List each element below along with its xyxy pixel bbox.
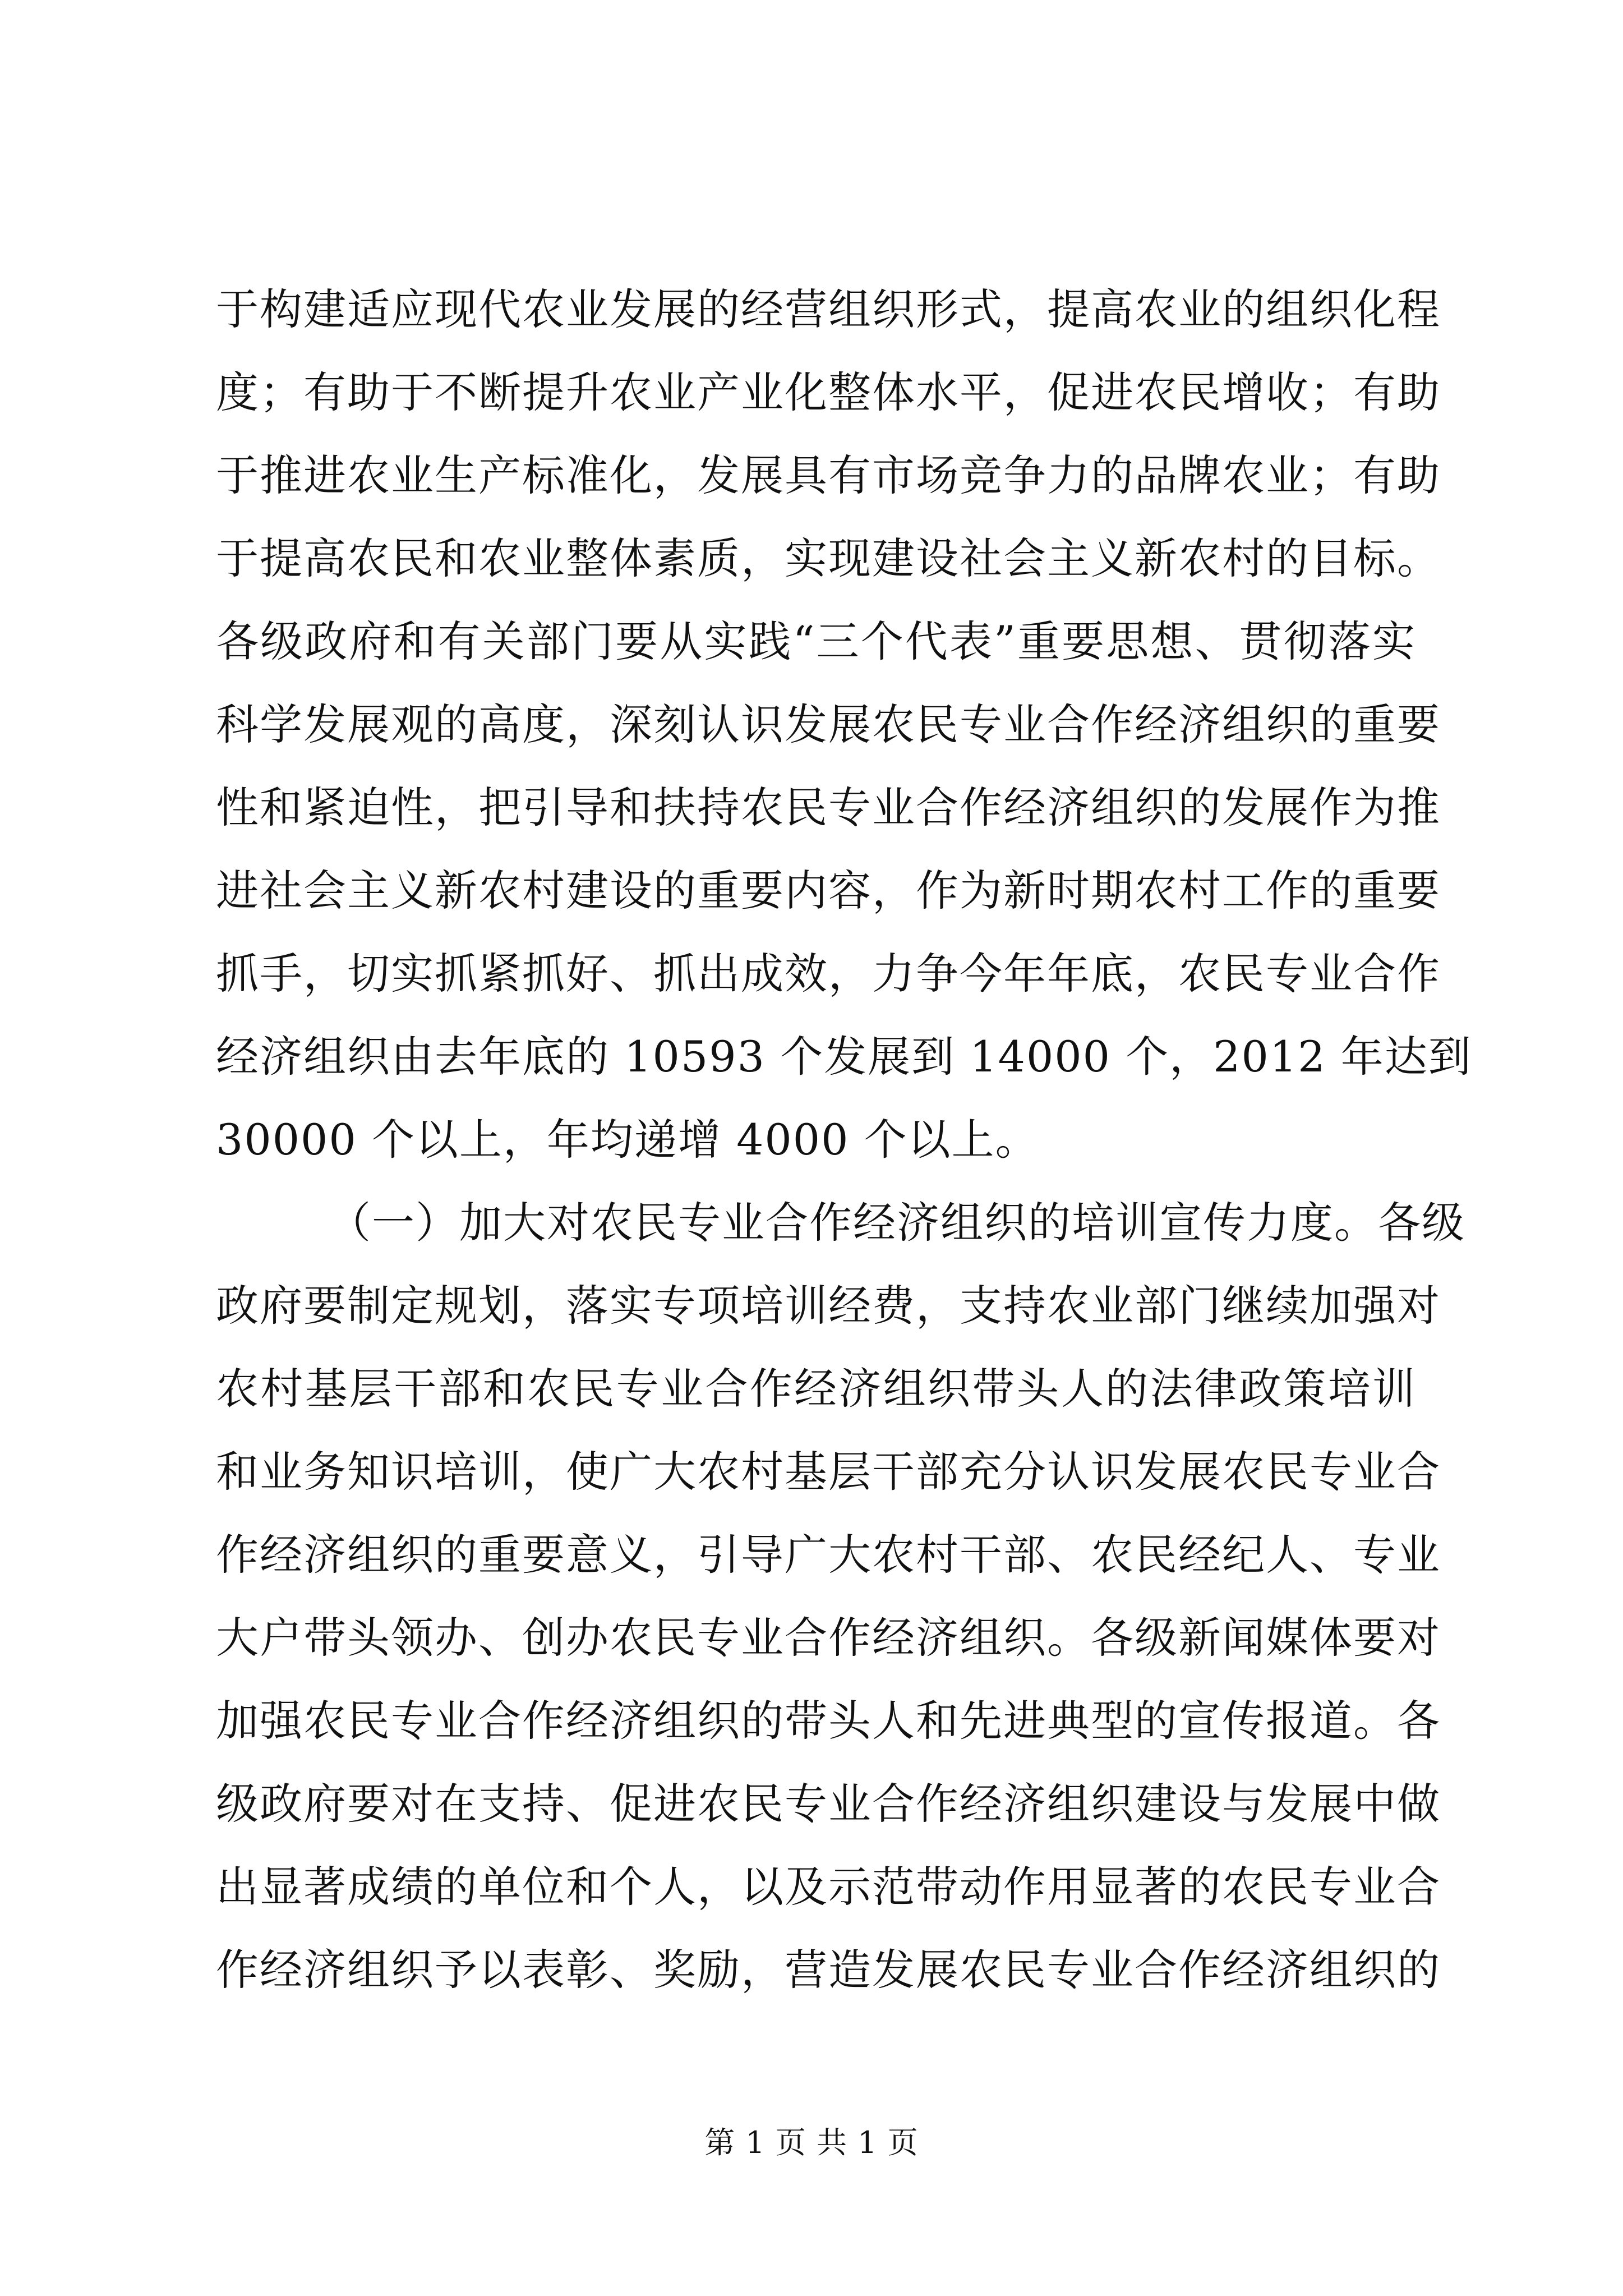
text-line: 农村基层干部和农民专业合作经济组织带头人的法律政策培训	[216, 1364, 1416, 1414]
text-line: （一）加大对农民专业合作经济组织的培训宣传力度。各级	[328, 1198, 1465, 1248]
page-footer	[0, 2123, 1623, 2162]
text-line: 抓手，切实抓紧抓好、抓出成效，力争今年年底，农民专业合作	[216, 949, 1441, 999]
text-line: 性和紧迫性，把引导和扶持农民专业合作经济组织的发展作为推	[216, 783, 1441, 832]
paragraph-2	[216, 1181, 1465, 2012]
text-line: 度；有助于不断提升农业产业化整体水平，促进农民增收；有助	[216, 367, 1441, 417]
text-line: 作经济组织的重要意义，引导广大农村干部、农民经纪人、专业	[216, 1530, 1441, 1580]
paragraph-1	[216, 268, 1472, 1181]
text-line: 于构建适应现代农业发展的经营组织形式，提高农业的组织化程	[216, 284, 1441, 334]
text-line: 于推进农业生产标准化，发展具有市场竞争力的品牌农业；有助	[216, 450, 1441, 500]
document-body	[216, 268, 1472, 2012]
text-line: 于提高农民和农业整体素质，实现建设社会主义新农村的目标。	[216, 533, 1441, 583]
text-line: 和业务知识培训，使广大农村基层干部充分认识发展农民专业合	[216, 1447, 1441, 1497]
text-line: 经济组织由去年底的 10593 个发展到 14000 个，2012 年达到	[216, 1032, 1472, 1082]
text-line: 30000 个以上，年均递增 4000 个以上。	[216, 1115, 1039, 1165]
text-line: 科学发展观的高度，深刻认识发展农民专业合作经济组织的重要	[216, 700, 1441, 749]
text-line: 各级政府和有关部门要从实践“三个代表”重要思想、贯彻落实	[216, 616, 1416, 666]
text-line: 加强农民专业合作经济组织的带头人和先进典型的宣传报道。各	[216, 1696, 1441, 1746]
text-line: 作经济组织予以表彰、奖励，营造发展农民专业合作经济组织的	[216, 1945, 1441, 1995]
page-number-label: 第 1 页 共 1 页	[704, 2125, 919, 2160]
text-line: 大户带头领办、创办农民专业合作经济组织。各级新闻媒体要对	[216, 1613, 1441, 1663]
text-line: 级政府要对在支持、促进农民专业合作经济组织建设与发展中做	[216, 1779, 1441, 1829]
text-line: 政府要制定规划，落实专项培训经费，支持农业部门继续加强对	[216, 1281, 1441, 1331]
text-line: 进社会主义新农村建设的重要内容，作为新时期农村工作的重要	[216, 866, 1441, 915]
text-line: 出显著成绩的单位和个人，以及示范带动作用显著的农民专业合	[216, 1862, 1441, 1912]
